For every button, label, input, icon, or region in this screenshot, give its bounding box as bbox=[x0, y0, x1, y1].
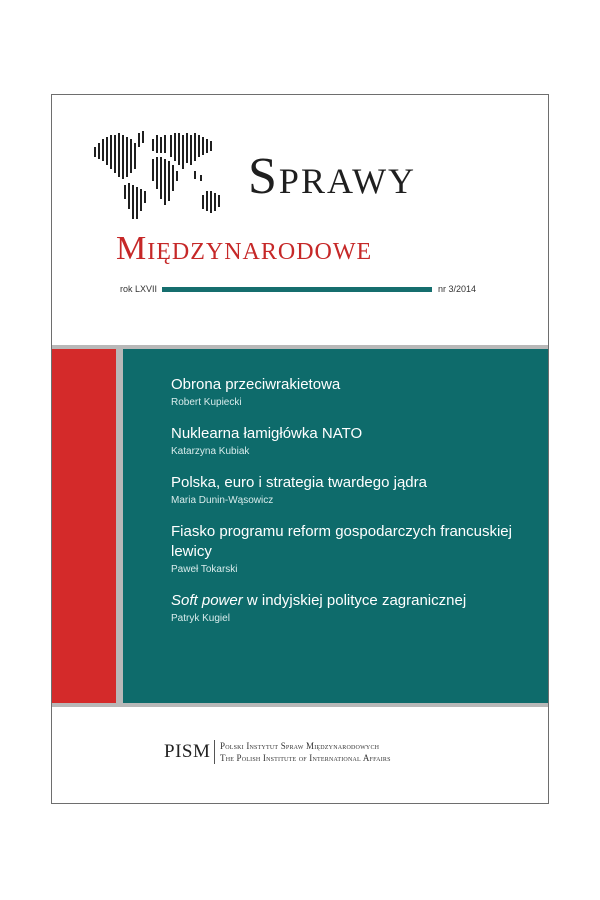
teal-panel bbox=[123, 349, 548, 703]
article-item bbox=[171, 375, 541, 410]
masthead-title-line1: Sprawy bbox=[248, 148, 417, 205]
article-title-italic: Soft power bbox=[171, 592, 243, 609]
band-bottom-rule bbox=[52, 703, 548, 707]
article-author: Maria Dunin-Wąsowicz bbox=[171, 495, 274, 506]
divider-bar bbox=[162, 287, 432, 292]
publisher-names bbox=[220, 740, 520, 764]
article-list bbox=[171, 375, 541, 640]
publisher-divider bbox=[214, 740, 215, 764]
article-item bbox=[171, 424, 541, 459]
article-author: Patryk Kugiel bbox=[171, 613, 230, 624]
publisher-name-pl: Polski Instytut Spraw Międzynarodowych bbox=[220, 741, 380, 751]
contents-band bbox=[52, 345, 548, 707]
article-title-rest: w indyjskiej polityce zagranicznej bbox=[242, 592, 467, 609]
world-map-icon bbox=[90, 129, 230, 239]
article-title: Nuklearna łamigłówka NATO bbox=[171, 425, 363, 442]
red-stripe bbox=[52, 349, 116, 703]
article-author: Katarzyna Kubiak bbox=[171, 446, 250, 457]
publisher-name-en: The Polish Institute of International Affairs bbox=[220, 753, 391, 763]
article-title: Polska, euro i strategia twardego jądra bbox=[171, 474, 427, 491]
publisher-acronym: PISM bbox=[164, 741, 211, 762]
masthead-title-line2: Międzynarodowe bbox=[116, 230, 373, 267]
issue-number: nr 3/2014 bbox=[438, 284, 477, 294]
article-author: Paweł Tokarski bbox=[171, 564, 238, 575]
article-title: Fiasko programu reform gospodarczych francuskiej lewicy bbox=[171, 523, 512, 560]
year-label: rok LXVII bbox=[120, 284, 158, 294]
gray-separator bbox=[116, 349, 123, 703]
article-item bbox=[171, 473, 541, 508]
magazine-cover bbox=[51, 94, 549, 804]
article-title: Obrona przeciwrakietowa bbox=[171, 376, 341, 393]
article-author: Robert Kupiecki bbox=[171, 397, 242, 408]
article-item bbox=[171, 591, 541, 626]
issue-line bbox=[120, 281, 500, 297]
article-title bbox=[171, 591, 541, 611]
article-item bbox=[171, 522, 541, 577]
